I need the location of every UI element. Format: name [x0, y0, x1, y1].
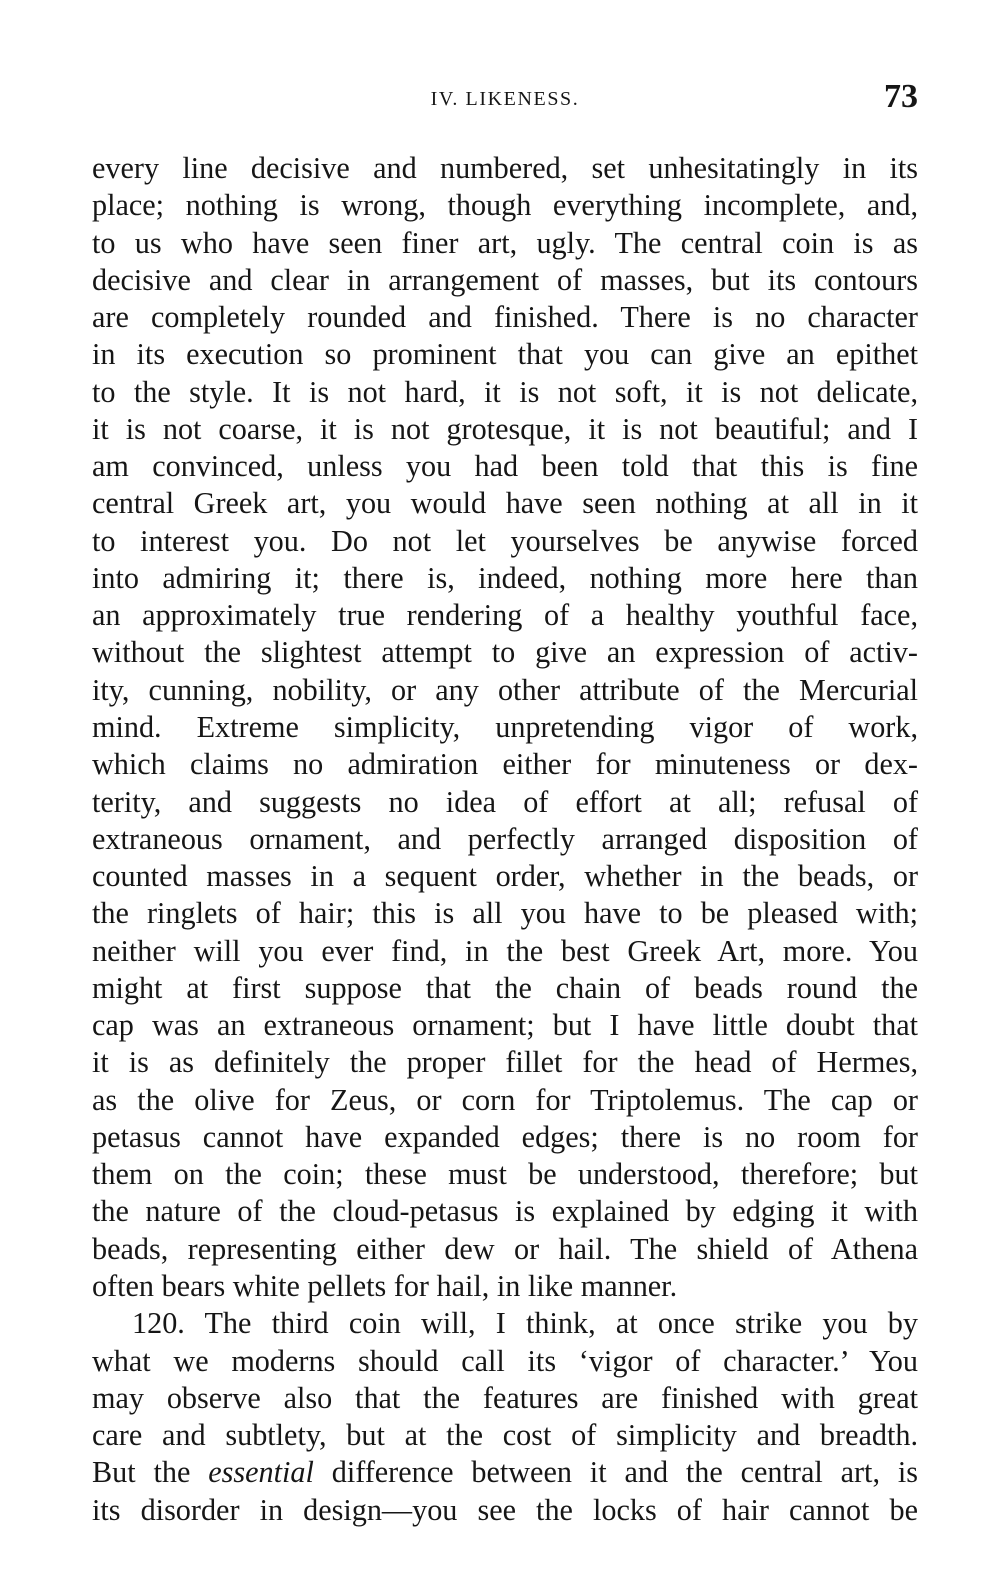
text-line: cap was an extraneous ornament; but I have little doubt that — [92, 1008, 918, 1043]
text-line: am convinced, unless you had been told that this is fine — [92, 449, 918, 484]
paragraph — [92, 150, 918, 1305]
text-line: counted masses in a sequent order, whether in the beads, or — [92, 859, 918, 894]
text-line: neither will you ever find, in the best Greek Art, more. You — [92, 933, 918, 968]
text-line: without the slightest attempt to give an expression of activ- — [92, 635, 918, 670]
text-line: it is as definitely the proper fillet for the head of Hermes, — [92, 1045, 918, 1080]
page-header — [92, 78, 918, 118]
text-line: often bears white pellets for hail, in like manner. — [92, 1268, 678, 1303]
running-head: IV. LIKENESS. — [430, 88, 580, 110]
text-line: petasus cannot have expanded edges; there is no room for — [92, 1119, 918, 1154]
text-run: difference between it and the central art, is — [313, 1455, 918, 1490]
text-line: to us who have seen finer art, ugly. The central coin is as — [92, 225, 918, 260]
text-line: terity, and suggests no idea of effort at all; refusal of — [92, 784, 918, 819]
text-line: to the style. It is not hard, it is not soft, it is not delicate, — [92, 374, 918, 409]
text-line: them on the coin; these must be understood, therefore; but — [92, 1157, 918, 1192]
body-text — [92, 150, 918, 1529]
text-line: it is not coarse, it is not grotesque, it is not beautiful; and I — [92, 411, 918, 446]
text-line: every line decisive and numbered, set unhesitatingly in its — [92, 151, 918, 185]
text-line: its disorder in design—you see the locks of hair cannot be — [92, 1492, 918, 1527]
text-line: which claims no admiration either for minuteness or dex- — [92, 747, 918, 782]
text-line: ity, cunning, nobility, or any other attribute of the Mercurial — [92, 672, 918, 707]
paragraph-number-line: 120. The third coin will, I think, at once strike you by — [132, 1306, 918, 1341]
text-line: an approximately true rendering of a healthy youthful face, — [92, 598, 918, 633]
text-line: mind. Extreme simplicity, unpretending vigor of work, — [92, 709, 918, 744]
emphasized-word: essential — [208, 1455, 314, 1490]
text-line: care and subtlety, but at the cost of simplicity and breadth. — [92, 1418, 918, 1453]
text-line: in its execution so prominent that you can give an epithet — [92, 337, 918, 372]
paragraph — [92, 1305, 918, 1529]
text-line — [92, 1454, 918, 1491]
text-line: extraneous ornament, and perfectly arranged disposition of — [92, 821, 918, 856]
text-line: into admiring it; there is, indeed, nothing more here than — [92, 560, 918, 595]
text-line: the nature of the cloud-petasus is explained by edging it with — [92, 1194, 918, 1229]
text-line: may observe also that the features are finished with great — [92, 1380, 918, 1415]
text-line: are completely rounded and finished. There is no character — [92, 300, 918, 335]
page-number: 73 — [884, 78, 918, 115]
text-run: But the — [92, 1455, 209, 1490]
text-line: the ringlets of hair; this is all you have to be pleased with; — [92, 896, 918, 931]
text-line: beads, representing either dew or hail. The shield of Athena — [92, 1231, 918, 1266]
text-line: to interest you. Do not let yourselves be anywise forced — [92, 523, 918, 558]
text-line: what we moderns should call its ‘vigor of character.’ You — [92, 1343, 918, 1378]
text-line: place; nothing is wrong, though everything incomplete, and, — [92, 188, 918, 223]
text-line: decisive and clear in arrangement of masses, but its contours — [92, 262, 918, 297]
text-line: central Greek art, you would have seen nothing at all in it — [92, 486, 918, 521]
text-line: might at first suppose that the chain of beads round the — [92, 970, 918, 1005]
text-line: as the olive for Zeus, or corn for Triptolemus. The cap or — [92, 1082, 918, 1117]
